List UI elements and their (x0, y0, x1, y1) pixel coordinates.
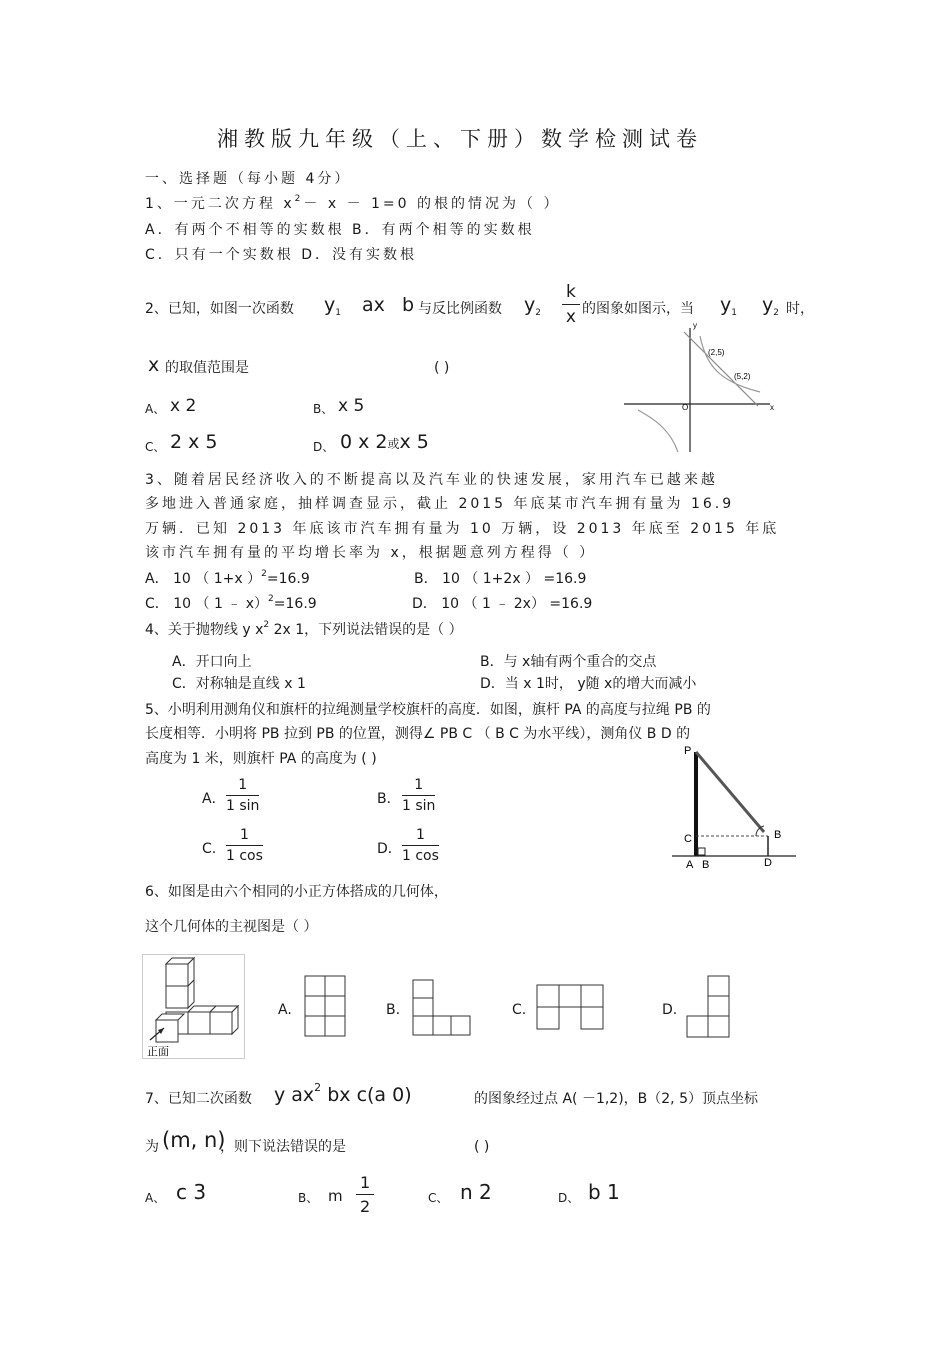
q7-paren: ( ) (474, 1139, 490, 1155)
q6-opt-c-label: C. (512, 1002, 527, 1018)
q6-solid-figure (142, 954, 246, 1060)
q2-paren: ( ) (434, 360, 450, 376)
q6-opt-d-label: D. (662, 1002, 678, 1018)
q7-opt-d-label: D、 (558, 1191, 580, 1205)
q6-opt-d-view (686, 975, 732, 1039)
page-title: 湘教版九年级（上、下册）数学检测试卷 (217, 127, 703, 151)
q2-b: b (402, 294, 415, 316)
q5-opt-a-fraction: $\frac{1}{1 \sin}$ (226, 777, 260, 814)
rope (696, 752, 764, 832)
graph-origin-label: O (682, 403, 689, 412)
q2-y2b: $y_2$ (762, 294, 779, 318)
q3-line1: 3、随着居民经济收入的不断提高以及汽车业的快速发展，家用汽车已越来越 (145, 472, 718, 488)
q7-opt-d: b 1 (588, 1180, 620, 1204)
q5-opt-a-label: A． (202, 791, 226, 807)
q2-prefix: 2、已知，如图一次函数 (145, 301, 294, 317)
q7-opt-c-label: C、 (428, 1191, 449, 1205)
q2-opt-b-label: B、 (313, 402, 334, 416)
q5-line1: 5、小明利用测角仪和旗杆的拉绳测量学校旗杆的高度．如图，旗杆 PA 的高度与拉绳 PB 的 (145, 702, 711, 718)
graph-x-label: x (770, 403, 774, 412)
q7-opt-b-label: B、 (298, 1191, 319, 1205)
label-a: A (686, 859, 694, 871)
q5-opt-b-fraction: $\frac{1}{1 \sin}$ (402, 777, 436, 814)
graph-point-5-2: (5,2) (734, 372, 751, 381)
q2-suffix2: 时， (786, 301, 814, 317)
q3-line4: 该市汽车拥有量的平均增长率为 x，根据题意列方程得（ ） (145, 545, 597, 561)
q5-opt-c-label: C. (202, 841, 217, 857)
q4-opt-a: A．开口向上 (172, 654, 252, 670)
q5-opt-d-label: D． (377, 841, 402, 857)
q3-opt-c: C． 10 （ 1 ﹣ x）$^2$=16.9 (145, 594, 317, 612)
q2-suffix1: 的图象如图示，当 (582, 301, 694, 317)
q1-options-cd: C．只有一个实数根 D．没有实数根 (145, 247, 418, 263)
hyperbola-branch-left (638, 410, 678, 452)
q5-line2: 长度相等．小明将 PB 拉到 PB 的位置，测得∠ PB C （ B C 为水平线），测角仪 B D 的 (145, 726, 691, 742)
q7-opt-a: c 3 (176, 1180, 207, 1204)
q2-ax: ax (362, 294, 385, 316)
q7-line2-b: ，则下说法错误的是 (220, 1139, 346, 1155)
label-b: B (774, 829, 782, 841)
q6-line2: 这个几何体的主视图是（ ） (145, 919, 318, 935)
q5-opt-d-fraction: $\frac{1}{1 \cos}$ (402, 827, 439, 864)
q5-opt-b-label: B． (377, 791, 401, 807)
right-angle-mark (698, 848, 705, 855)
q7-mn: (m, n) (162, 1128, 226, 1152)
q2-function-graph (620, 318, 780, 458)
q6-opt-b-label: B. (386, 1002, 401, 1018)
graph-y-label: y (693, 321, 697, 330)
q3-line2: 多地进入普通家庭，抽样调查显示，截止 2015 年底某市汽车拥有量为 16.9 (145, 496, 735, 512)
label-d: D (764, 857, 772, 869)
q3-opt-d: D． 10 （ 1 ﹣ 2x） =16.9 (412, 596, 593, 612)
q6-opt-a-label: A. (278, 1002, 292, 1018)
q2-k-over-x: $\frac{k}{x}$ (562, 282, 580, 327)
q2-mid: 与反比例函数 (418, 301, 502, 317)
q7-opt-a-label: A、 (145, 1191, 166, 1205)
section-heading: 一、选择题（每小题 4分） (145, 171, 352, 187)
q2-opt-c-label: C、 (145, 440, 166, 454)
q1-options-ab: A．有两个不相等的实数根 B．有两个相等的实数根 (145, 222, 535, 238)
q6-line1: 6、如图是由六个相同的小正方体搭成的几何体， (145, 884, 448, 900)
q2-y2: $y_2$ (524, 294, 541, 318)
q2-opt-c: 2 x 5 (170, 431, 218, 453)
q2-opt-a-label: A、 (145, 402, 166, 416)
q4-opt-b: B．与 x轴有两个重合的交点 (480, 654, 657, 670)
q5-opt-c-fraction: $\frac{1}{1 \cos}$ (226, 827, 263, 864)
label-b2: B (702, 859, 710, 871)
q7-line2-a: 为 (145, 1139, 159, 1155)
q2-y1b: $y_1$ (720, 294, 737, 318)
q7-equation: y $ax^2$ bx c(a 0) (274, 1081, 412, 1106)
q5-flagpole-figure (672, 740, 802, 875)
q1-stem: 1、一元二次方程 $x^2- x - 1=0$ 的根的情况为（ ） (145, 194, 561, 212)
front-label: 正面 (147, 1046, 169, 1058)
q7-half-fraction: $\frac{1}{2}$ (356, 1173, 374, 1216)
q4-opt-d: D．当 x 1时， y随 x的增大而减小 (480, 676, 697, 692)
q5-line3: 高度为 1 米，则旗杆 PA 的高度为 ( ) (145, 751, 377, 767)
q7-opt-b: m (328, 1187, 343, 1205)
label-c: C (684, 833, 692, 845)
q4-opt-c: C．对称轴是直线 x 1 (172, 676, 306, 692)
q3-opt-a: A． 10 （ 1+x ）$^2$=16.9 (145, 569, 310, 587)
q7-opt-c: n 2 (460, 1180, 492, 1204)
graph-point-2-5: (2,5) (708, 348, 725, 357)
q2-line2: 的取值范围是 (165, 360, 249, 376)
hyperbola-branch-right (700, 336, 760, 392)
linear-function-line (684, 332, 758, 406)
q7-stem: 的图象经过点 A( －1,2)，B（2, 5）顶点坐标 (474, 1091, 758, 1107)
q6-opt-a-view (304, 975, 348, 1037)
q4-stem: 4、关于抛物线 y $x^2$ 2x 1，下列说法错误的是（ ） (145, 620, 463, 638)
q2-opt-a: x 2 (170, 396, 197, 416)
q3-line3: 万辆．已知 2013 年底该市汽车拥有量为 10 万辆，设 2013 年底至 2015 年底 (145, 521, 780, 537)
q2-opt-d-label: D、 (313, 440, 335, 454)
q2-opt-b: x 5 (338, 396, 365, 416)
q2-opt-d: 0 x 2或x 5 (340, 431, 429, 453)
q2-y1: $y_1$ (324, 294, 341, 318)
label-p: P (684, 745, 692, 757)
q6-opt-b-view (412, 979, 472, 1037)
q7-prefix: 7、已知二次函数 (145, 1091, 252, 1107)
q2-x: x (148, 354, 160, 376)
q3-opt-b: B． 10 （ 1+2x ） =16.9 (414, 571, 587, 587)
q6-opt-c-view (536, 984, 604, 1030)
